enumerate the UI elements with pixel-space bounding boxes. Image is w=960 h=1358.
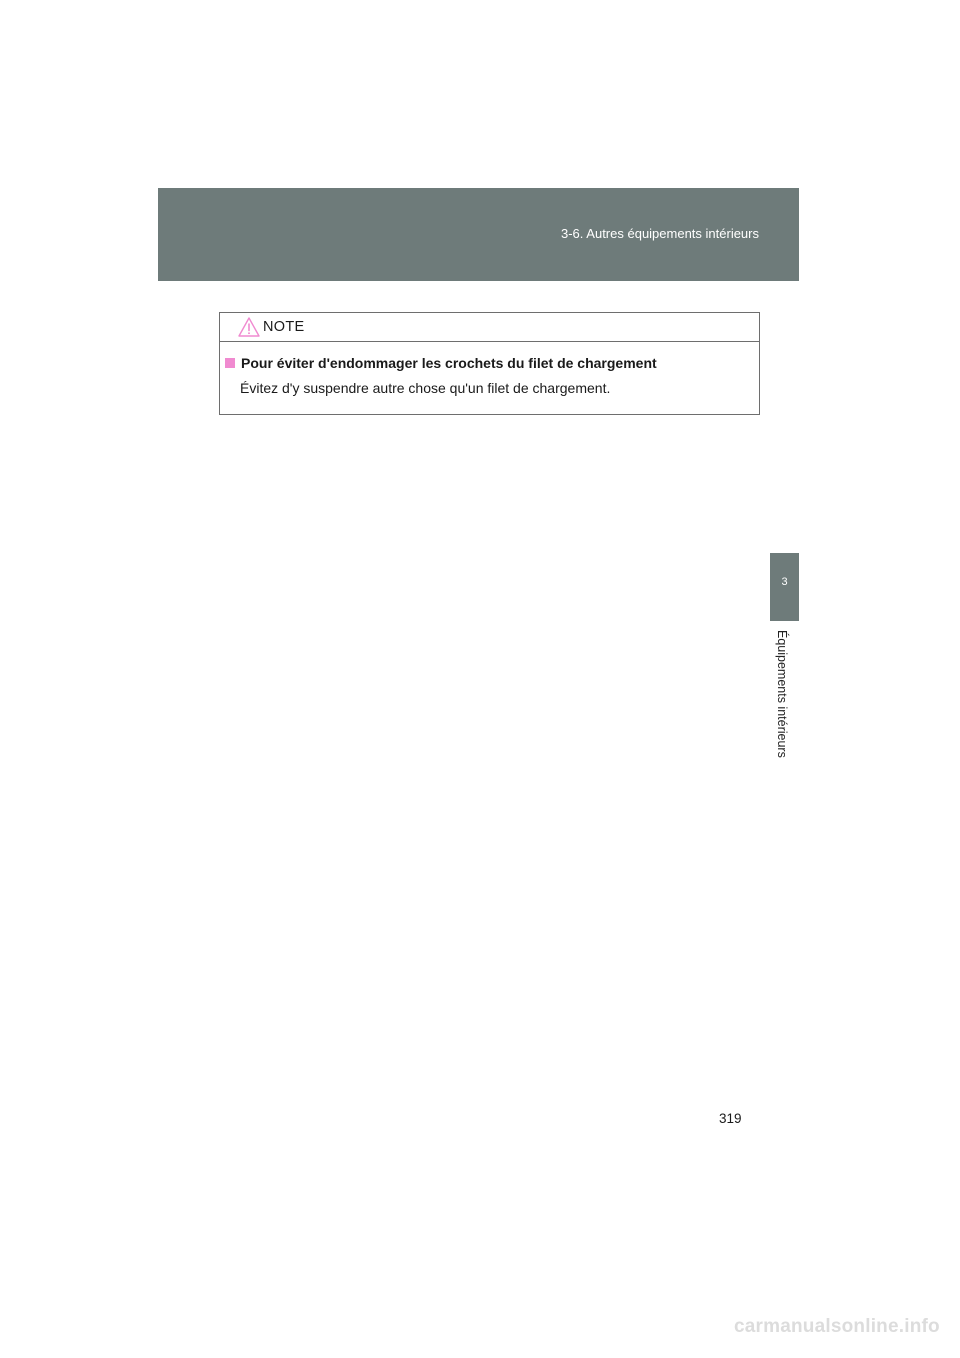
note-header	[220, 313, 759, 342]
chapter-label: Équipements intérieurs	[775, 630, 789, 758]
page-number: 319	[719, 1111, 742, 1126]
square-bullet-icon	[225, 358, 235, 368]
watermark: carmanualsonline.info	[734, 1316, 940, 1337]
note-heading: Pour éviter d'endommager les crochets du filet de chargement	[241, 355, 657, 371]
note-body	[225, 353, 751, 396]
note-text: Évitez d'y suspendre autre chose qu'un filet de chargement.	[240, 380, 611, 396]
note-heading-row	[225, 353, 751, 373]
section-header-band	[158, 188, 799, 281]
note-box	[219, 312, 760, 415]
section-title: 3-6. Autres équipements intérieurs	[561, 226, 759, 241]
warning-triangle-icon	[238, 317, 260, 337]
note-title: NOTE	[263, 319, 305, 335]
chapter-tab	[770, 553, 799, 621]
chapter-number: 3	[781, 576, 788, 588]
